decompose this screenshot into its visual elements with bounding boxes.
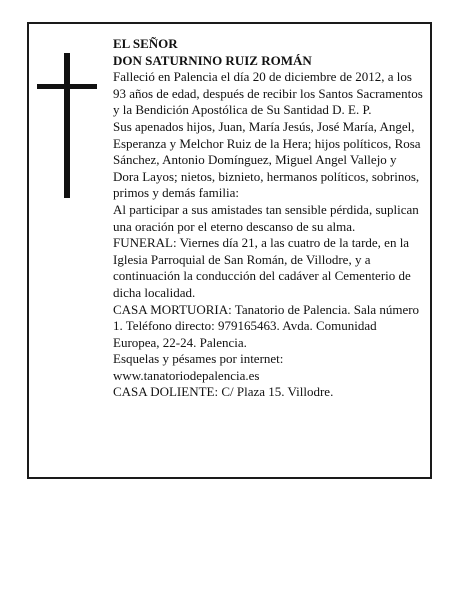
prayer-request: Al participar a sus amistades tan sensible pérdida, suplican una oración por el eterno descanso de su alma. (113, 201, 419, 234)
deceased-name: DON SATURNINO RUIZ ROMÁN (113, 52, 312, 68)
cross-horizontal-bar (37, 84, 97, 89)
cross-icon (37, 53, 97, 198)
death-notice: Falleció en Palencia el día 20 de diciembre de 2012, a los 93 años de edad, después de recibir los Santos Sacramentos y la Bendición Apostólica de Su Santidad D. E. P. (113, 69, 423, 118)
mortuary-info: CASA MORTUORIA: Tanatorio de Palencia. Sala número 1. Teléfono directo: 979165463. Avda. Comunidad Europea, 22-24. Palencia. (113, 301, 420, 350)
family-list: Sus apenados hijos, Juan, María Jesús, José María, Angel, Esperanza y Melchor Ruiz de la Hera; hijos políticos, Rosa Sánchez, Antonio Domínguez, Miguel Angel Vallejo y Dora Layos; nietos, biznieto, hermanos políticos, sobrinos, primos y demás familia: (113, 118, 421, 201)
obituary-text (113, 36, 423, 401)
cross-vertical-bar (64, 53, 70, 198)
obituary-title: EL SEÑOR (113, 36, 178, 51)
online-condolences: Esquelas y pésames por internet: www.tanatoriodepalencia.es (113, 351, 284, 383)
funeral-info: FUNERAL: Viernes día 21, a las cuatro de la tarde, en la Iglesia Parroquial de San Román, de Villodre, y a continuación la conducción del cadáver al Cementerio de dicha localidad. (113, 235, 411, 300)
family-home: CASA DOLIENTE: C/ Plaza 15. Villodre. (113, 384, 334, 400)
